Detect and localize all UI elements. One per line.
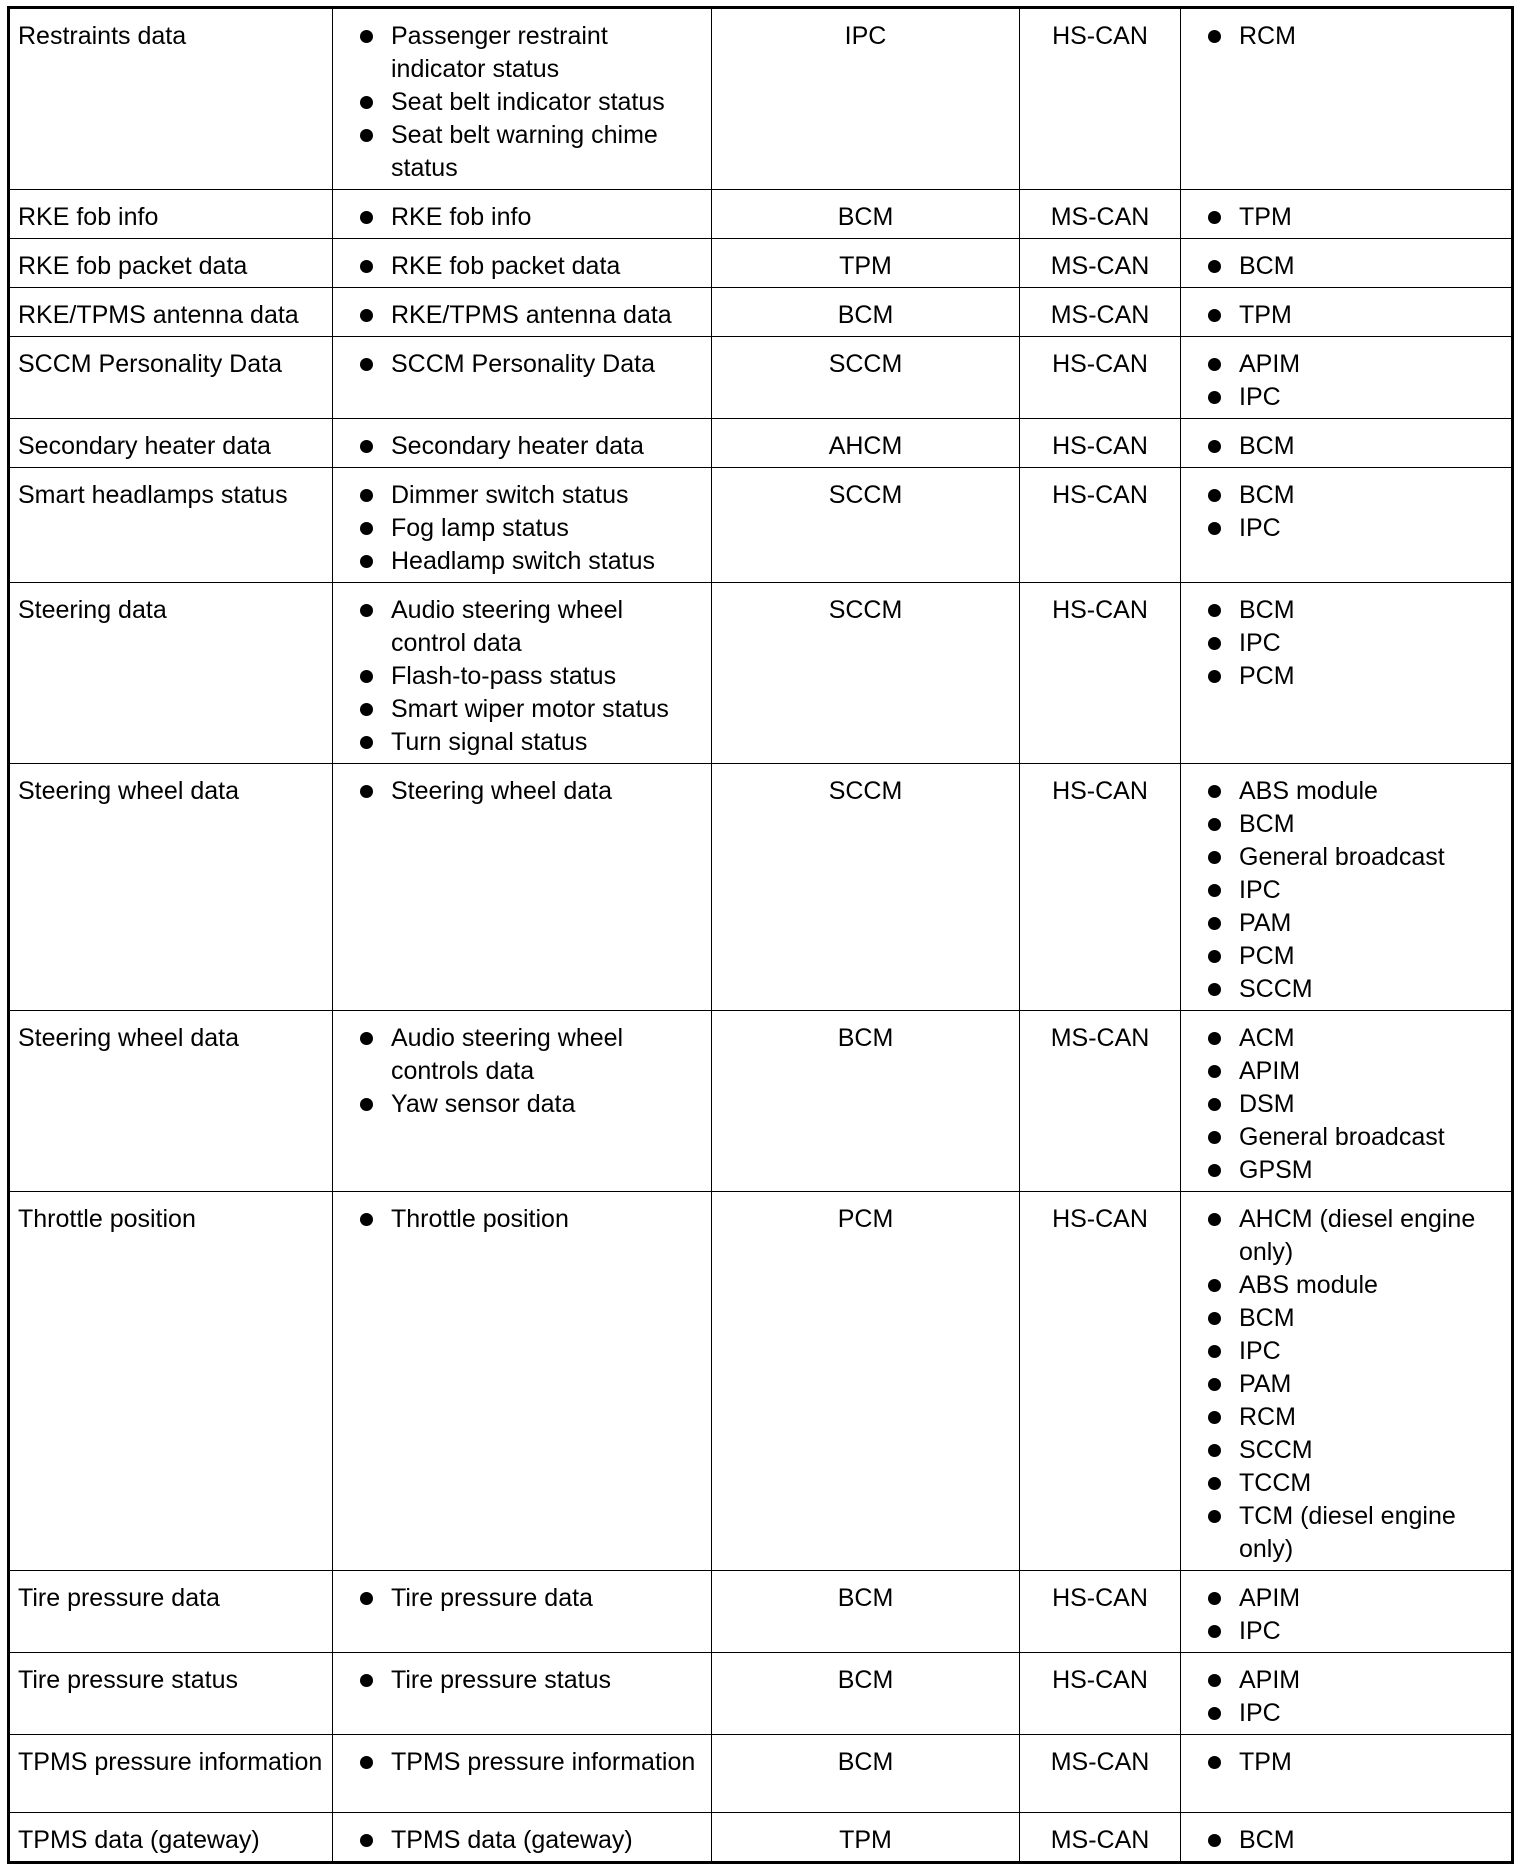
description-item: Secondary heater data <box>341 430 703 463</box>
receivers-cell <box>1181 1571 1513 1653</box>
network-cell <box>1020 1735 1181 1813</box>
message-cell <box>9 239 333 288</box>
table-row <box>9 1813 1513 1863</box>
receivers-cell <box>1181 1192 1513 1571</box>
message-name: RKE/TPMS antenna data <box>18 301 299 329</box>
network-type: HS-CAN <box>1052 777 1148 805</box>
network-cell <box>1020 1192 1181 1571</box>
receiver-item: BCM <box>1189 1824 1503 1857</box>
message-name: Steering wheel data <box>18 777 239 805</box>
network-cell <box>1020 288 1181 337</box>
table-row <box>9 1571 1513 1653</box>
network-cell <box>1020 1011 1181 1192</box>
receiver-item-list <box>1189 20 1503 53</box>
receivers-cell <box>1181 583 1513 764</box>
receiver-item: General broadcast <box>1189 841 1503 874</box>
source-cell <box>712 337 1020 419</box>
network-type: MS-CAN <box>1050 1024 1150 1052</box>
receiver-item: TPM <box>1189 201 1503 234</box>
receiver-item-list <box>1189 1664 1503 1730</box>
receiver-item: TCCM <box>1189 1467 1503 1500</box>
receiver-item-list <box>1189 594 1503 693</box>
message-cell <box>9 337 333 419</box>
receiver-item: ABS module <box>1189 1269 1503 1302</box>
table-row <box>9 419 1513 468</box>
receivers-cell <box>1181 190 1513 239</box>
receiver-item: APIM <box>1189 1055 1503 1088</box>
receiver-item: DSM <box>1189 1088 1503 1121</box>
message-name: Steering wheel data <box>18 1024 239 1052</box>
description-item-list <box>341 775 703 808</box>
table-row <box>9 190 1513 239</box>
receiver-item: TPM <box>1189 299 1503 332</box>
message-cell <box>9 190 333 239</box>
receiver-item: BCM <box>1189 430 1503 463</box>
receivers-cell <box>1181 1735 1513 1813</box>
description-item: Audio steering wheel control data <box>341 594 703 660</box>
description-cell <box>333 583 712 764</box>
description-item: Tire pressure data <box>341 1582 703 1615</box>
network-cell <box>1020 1653 1181 1735</box>
receiver-item-list <box>1189 430 1503 463</box>
description-item: Fog lamp status <box>341 512 703 545</box>
description-item: Tire pressure status <box>341 1664 703 1697</box>
description-cell <box>333 1011 712 1192</box>
network-cell <box>1020 419 1181 468</box>
source-cell <box>712 583 1020 764</box>
message-name: Smart headlamps status <box>18 481 288 509</box>
receiver-item-list <box>1189 1203 1503 1566</box>
description-cell <box>333 1735 712 1813</box>
receiver-item-list <box>1189 1824 1503 1857</box>
source-module: BCM <box>837 203 894 231</box>
receivers-cell <box>1181 764 1513 1011</box>
source-cell <box>712 8 1020 190</box>
receiver-item: APIM <box>1189 1664 1503 1697</box>
network-cell <box>1020 337 1181 419</box>
receiver-item: IPC <box>1189 874 1503 907</box>
description-item-list <box>341 348 703 381</box>
description-item: Turn signal status <box>341 726 703 759</box>
source-module: BCM <box>837 1666 894 1694</box>
receivers-cell <box>1181 8 1513 190</box>
receiver-item: GPSM <box>1189 1154 1503 1187</box>
table-row <box>9 239 1513 288</box>
table-row <box>9 337 1513 419</box>
message-name: TPMS data (gateway) <box>18 1826 260 1854</box>
description-item-list <box>341 201 703 234</box>
message-name: SCCM Personality Data <box>18 350 282 378</box>
source-module: AHCM <box>828 432 903 460</box>
receiver-item: PAM <box>1189 1368 1503 1401</box>
message-name: TPMS pressure information <box>18 1748 323 1776</box>
description-item: SCCM Personality Data <box>341 348 703 381</box>
receiver-item: BCM <box>1189 594 1503 627</box>
description-item-list <box>341 1022 703 1121</box>
source-cell <box>712 1813 1020 1863</box>
network-type: HS-CAN <box>1052 1584 1148 1612</box>
source-cell <box>712 1571 1020 1653</box>
source-cell <box>712 1011 1020 1192</box>
receiver-item: TPM <box>1189 1746 1503 1779</box>
table-row <box>9 1653 1513 1735</box>
description-item-list <box>341 430 703 463</box>
description-item-list <box>341 594 703 759</box>
network-type: MS-CAN <box>1050 1748 1150 1776</box>
receiver-item: RCM <box>1189 1401 1503 1434</box>
message-name: Tire pressure status <box>18 1666 238 1694</box>
source-module: SCCM <box>828 596 903 624</box>
description-cell <box>333 239 712 288</box>
network-type: HS-CAN <box>1052 1205 1148 1233</box>
receiver-item: BCM <box>1189 250 1503 283</box>
source-cell <box>712 764 1020 1011</box>
receiver-item-list <box>1189 348 1503 414</box>
source-cell <box>712 468 1020 583</box>
message-name: Restraints data <box>18 22 187 50</box>
description-item-list <box>341 20 703 185</box>
message-cell <box>9 1011 333 1192</box>
message-cell <box>9 8 333 190</box>
source-cell <box>712 1735 1020 1813</box>
description-cell <box>333 288 712 337</box>
message-cell <box>9 1571 333 1653</box>
receivers-cell <box>1181 288 1513 337</box>
description-cell <box>333 1813 712 1863</box>
description-item: Smart wiper motor status <box>341 693 703 726</box>
network-type: HS-CAN <box>1052 432 1148 460</box>
description-cell <box>333 190 712 239</box>
source-module: SCCM <box>828 481 903 509</box>
source-module: TPM <box>839 252 892 280</box>
source-module: BCM <box>837 1748 894 1776</box>
receiver-item: APIM <box>1189 348 1503 381</box>
receiver-item: IPC <box>1189 381 1503 414</box>
network-type: HS-CAN <box>1052 481 1148 509</box>
description-cell <box>333 764 712 1011</box>
message-name: Throttle position <box>18 1205 196 1233</box>
description-item: Throttle position <box>341 1203 703 1236</box>
message-cell <box>9 468 333 583</box>
description-cell <box>333 1192 712 1571</box>
description-item-list <box>341 1664 703 1697</box>
table-row <box>9 583 1513 764</box>
network-message-table <box>7 6 1514 1864</box>
source-module: SCCM <box>828 350 903 378</box>
receivers-cell <box>1181 1813 1513 1863</box>
source-module: SCCM <box>828 777 903 805</box>
message-cell <box>9 1813 333 1863</box>
network-type: HS-CAN <box>1052 22 1148 50</box>
message-cell <box>9 1192 333 1571</box>
receiver-item: General broadcast <box>1189 1121 1503 1154</box>
description-cell <box>333 337 712 419</box>
description-item: Seat belt warning chime status <box>341 119 703 185</box>
source-cell <box>712 288 1020 337</box>
network-cell <box>1020 583 1181 764</box>
description-item-list <box>341 1582 703 1615</box>
receiver-item-list <box>1189 1022 1503 1187</box>
receiver-item: PCM <box>1189 660 1503 693</box>
description-item: RKE/TPMS antenna data <box>341 299 703 332</box>
message-cell <box>9 288 333 337</box>
message-name: Steering data <box>18 596 167 624</box>
receivers-cell <box>1181 1011 1513 1192</box>
receiver-item-list <box>1189 1746 1503 1779</box>
message-cell <box>9 1735 333 1813</box>
source-module: TPM <box>839 1826 892 1854</box>
table-row <box>9 1192 1513 1571</box>
receiver-item-list <box>1189 1582 1503 1648</box>
receiver-item: AHCM (diesel engine only) <box>1189 1203 1503 1269</box>
description-item: RKE fob info <box>341 201 703 234</box>
message-cell <box>9 764 333 1011</box>
source-cell <box>712 190 1020 239</box>
receiver-item: ACM <box>1189 1022 1503 1055</box>
description-item-list <box>341 1824 703 1857</box>
source-module: BCM <box>837 1024 894 1052</box>
network-type: HS-CAN <box>1052 350 1148 378</box>
network-type: MS-CAN <box>1050 203 1150 231</box>
receiver-item: APIM <box>1189 1582 1503 1615</box>
receiver-item: ABS module <box>1189 775 1503 808</box>
source-module: BCM <box>837 1584 894 1612</box>
receiver-item: BCM <box>1189 479 1503 512</box>
network-cell <box>1020 8 1181 190</box>
description-cell <box>333 1571 712 1653</box>
description-item: TPMS pressure information <box>341 1746 703 1779</box>
source-module: BCM <box>837 301 894 329</box>
description-item-list <box>341 479 703 578</box>
source-cell <box>712 419 1020 468</box>
description-item: TPMS data (gateway) <box>341 1824 703 1857</box>
source-cell <box>712 1653 1020 1735</box>
table-body <box>9 8 1513 1863</box>
message-name: Tire pressure data <box>18 1584 220 1612</box>
receiver-item-list <box>1189 775 1503 1006</box>
table-row <box>9 288 1513 337</box>
receiver-item: IPC <box>1189 1615 1503 1648</box>
message-name: RKE fob packet data <box>18 252 248 280</box>
network-cell <box>1020 1571 1181 1653</box>
description-item: Audio steering wheel controls data <box>341 1022 703 1088</box>
description-item: Dimmer switch status <box>341 479 703 512</box>
network-cell <box>1020 239 1181 288</box>
receiver-item: BCM <box>1189 1302 1503 1335</box>
description-item: Headlamp switch status <box>341 545 703 578</box>
network-type: MS-CAN <box>1050 301 1150 329</box>
table-row <box>9 1011 1513 1192</box>
message-cell <box>9 583 333 764</box>
source-cell <box>712 1192 1020 1571</box>
description-cell <box>333 468 712 583</box>
table-row <box>9 1735 1513 1813</box>
receiver-item-list <box>1189 250 1503 283</box>
receiver-item: IPC <box>1189 512 1503 545</box>
message-cell <box>9 1653 333 1735</box>
receiver-item: IPC <box>1189 1335 1503 1368</box>
description-item: Flash-to-pass status <box>341 660 703 693</box>
receivers-cell <box>1181 239 1513 288</box>
network-cell <box>1020 190 1181 239</box>
network-type: HS-CAN <box>1052 596 1148 624</box>
description-item-list <box>341 1203 703 1236</box>
receiver-item: SCCM <box>1189 1434 1503 1467</box>
receiver-item: IPC <box>1189 1697 1503 1730</box>
source-module: PCM <box>837 1205 894 1233</box>
description-item-list <box>341 299 703 332</box>
receiver-item: BCM <box>1189 808 1503 841</box>
network-type: HS-CAN <box>1052 1666 1148 1694</box>
network-cell <box>1020 764 1181 1011</box>
receiver-item: IPC <box>1189 627 1503 660</box>
description-cell <box>333 1653 712 1735</box>
receivers-cell <box>1181 468 1513 583</box>
receiver-item: SCCM <box>1189 973 1503 1006</box>
description-item: Steering wheel data <box>341 775 703 808</box>
description-item: Passenger restraint indicator status <box>341 20 703 86</box>
receiver-item-list <box>1189 201 1503 234</box>
message-cell <box>9 419 333 468</box>
description-cell <box>333 8 712 190</box>
network-type: MS-CAN <box>1050 1826 1150 1854</box>
receiver-item: PCM <box>1189 940 1503 973</box>
receiver-item: PAM <box>1189 907 1503 940</box>
description-item: RKE fob packet data <box>341 250 703 283</box>
message-name: Secondary heater data <box>18 432 271 460</box>
message-name: RKE fob info <box>18 203 159 231</box>
network-type: MS-CAN <box>1050 252 1150 280</box>
source-cell <box>712 239 1020 288</box>
receiver-item-list <box>1189 299 1503 332</box>
receivers-cell <box>1181 419 1513 468</box>
receivers-cell <box>1181 337 1513 419</box>
table-row <box>9 468 1513 583</box>
network-cell <box>1020 468 1181 583</box>
table-row <box>9 764 1513 1011</box>
receiver-item: RCM <box>1189 20 1503 53</box>
description-item-list <box>341 1746 703 1779</box>
receiver-item-list <box>1189 479 1503 545</box>
description-item-list <box>341 250 703 283</box>
description-cell <box>333 419 712 468</box>
receivers-cell <box>1181 1653 1513 1735</box>
receiver-item: TCM (diesel engine only) <box>1189 1500 1503 1566</box>
table-row <box>9 8 1513 190</box>
source-module: IPC <box>844 22 887 50</box>
network-cell <box>1020 1813 1181 1863</box>
description-item: Yaw sensor data <box>341 1088 703 1121</box>
description-item: Seat belt indicator status <box>341 86 703 119</box>
